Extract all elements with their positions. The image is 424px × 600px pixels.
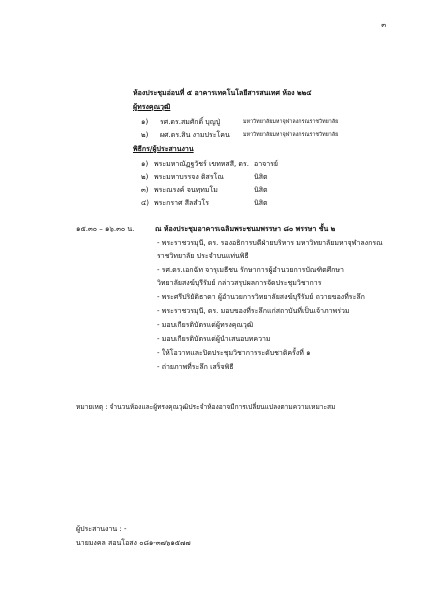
note: หมายเหตุ : จำนวนห้องและผู้ทรงคุณวุฒิประจำห้องอาจมีการเปลี่ยนแปลงตามความเหมาะสม: [76, 403, 336, 411]
mc-name-2: พระมหาบรรจง ติสรโณ: [154, 173, 224, 181]
qualified-name-2: ผศ.ดร.สิน งามประโคน: [160, 131, 230, 139]
closing-item-3: - รศ.ดร.เอกฉัท จารุเมธีชน รักษาการผู้อำนวยการบัณฑิตศึกษา: [157, 266, 344, 274]
closing-item-2: ราชวิทยาลัย ประจำบนแท่นพิธี: [157, 252, 249, 260]
qualified-org-1: มหาวิทยาลัยมหาจุฬาลงกรณราชวิทยาลัย: [243, 119, 339, 125]
coordinator-label: ผู้ประสานงาน : -: [76, 525, 127, 533]
qualified-num-1: ๑): [141, 118, 149, 126]
mc-name-1: พระมหาณัฏฐวัชร์ เขทหสสี, ดร.: [154, 160, 249, 168]
mc-heading: พิธีกร/ผู้ประสานงาน: [133, 145, 194, 153]
mc-num-2: ๒): [141, 173, 149, 181]
closing-location: ณ ห้องประชุมอาคารเฉลิมพระชนมพรรษา ๘๐ พรรษา ชั้น ๒: [155, 225, 336, 233]
mc-num-1: ๑): [141, 160, 149, 168]
closing-item-7: - มอบเกียรติบัตรแด่ผู้ทรงคุณวุฒิ: [157, 321, 254, 329]
closing-item-6: - พระราชวรมุนี, ดร. มอบของที่ระลึกแก่สถาบันที่เป็นเจ้าภาพร่วม: [157, 307, 350, 315]
qualified-num-2: ๒): [141, 131, 149, 139]
coordinator-name-phone: นายมงคล สอนโอสง ๐๘๑-๓๗๖๑๕๗๗: [76, 539, 191, 547]
mc-num-3: ๓): [141, 186, 149, 194]
closing-item-10: - ถ่ายภาพที่ระลึก เสร็จพิธี: [157, 363, 234, 371]
mc-name-3: พระณรงค์ จนทฺทมโม: [154, 186, 218, 194]
mc-role-3: นิสิต: [254, 186, 268, 194]
mc-role-2: นิสิต: [254, 173, 268, 181]
closing-item-1: - พระราชวรมุนี, ดร. รองอธิการบดีฝ่ายบริหาร มหาวิทยาลัยมหาจุฬาลงกรณ: [157, 239, 383, 247]
closing-item-5: - พระศรีปริยัติธาดา ผู้อำนวยการวิทยาลัยสงฆ์บุรีรัมย์ ถวายของที่ระลึก: [157, 293, 365, 301]
qualified-heading: ผู้ทรงคุณวุฒิ: [133, 103, 171, 111]
page-number: ๓: [381, 21, 386, 29]
room-heading: ห้องประชุมอ่อนที่ ๕ อาคารเทคโนโลยีสารสนเทศ ห้อง ๒๒๔: [133, 89, 312, 97]
qualified-org-2: มหาวิทยาลัยมหาจุฬาลงกรณราชวิทยาลัย: [243, 132, 339, 138]
mc-name-4: พระกราศ สีลสํวโร: [154, 199, 210, 207]
closing-item-8: - มอบเกียรติบัตรแด่ผู้นำเสนอบทความ: [157, 335, 271, 343]
closing-item-9: - ให้โอวาทและปิดประชุมวิชาการระดับชาติครั้งที่ ๑: [157, 349, 311, 357]
closing-item-4: วิทยาลัยสงฆ์บุรีรัมย์ กล่าวสรุปผลการจัดประชุมวิชาการ: [157, 279, 322, 287]
mc-num-4: ๔): [141, 199, 150, 207]
mc-role-1: อาจารย์: [254, 160, 279, 168]
mc-role-4: นิสิต: [254, 199, 268, 207]
qualified-name-1: รศ.ดร.สมศักดิ์ บุญปู่: [160, 118, 221, 126]
closing-time: ๑๕.๓๐ – ๑๖.๓๐ น.: [76, 225, 135, 233]
